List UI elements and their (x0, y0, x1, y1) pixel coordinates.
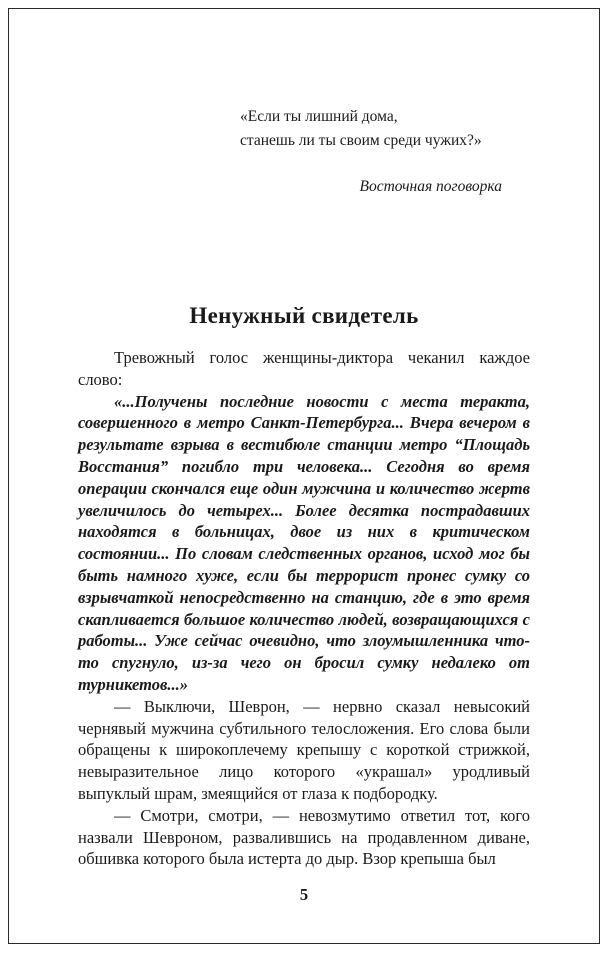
chapter-title: Ненужный свидетель (189, 303, 419, 328)
book-page-frame (8, 8, 600, 944)
paragraph-dialogue-1: — Выключи, Шеврон, — нервно сказал невысокий чернявый мужчина субтильного телосложения. Его слова были обращены к широкоплечему крепышу с короткой стрижкой, невыразительное лицо которого «украшал» уродливый выпуклый шрам, змеящийся от глаза к подбородку. (78, 696, 530, 803)
paragraph-dialogue-2: — Смотри, смотри, — невозмутимо ответил тот, кого назвали Шевроном, развалившись на продавленном диване, обшивка которого была истерта до дыр. Взор крепыша был (78, 805, 530, 869)
epigraph-attribution: Восточная поговорка (359, 178, 502, 195)
epigraph-line-1: «Если ты лишний дома, (240, 108, 398, 125)
paragraph-news-quote: «...Получены последние новости с места теракта, совершенного в метро Санкт-Петербурга... Вчера вечером в результате взрыва в вестибюле станции метро “Площадь Восстания” погибло три человека... Сегодня во время операции скончался еще один мужчина и количество жертв увеличилось до четырех... Более десятка пострадавших находятся в больницах, двое из них в критическом состоянии... По словам следственных органов, исход мог бы быть намного хуже, если бы террорист пронес сумку со взрывчаткой непосредственно на станцию, где в это время скапливается большое количество людей, возвращающихся с работы... Уже сейчас очевидно, что злоумышленника что-то спугнуло, из-за чего он бросил сумку недалеко от турникетов...» (78, 391, 530, 694)
page-number: 5 (299, 885, 309, 904)
epigraph (240, 105, 502, 199)
epigraph-line-2: станешь ли ты своим среди чужих?» (240, 132, 482, 149)
paragraph-intro: Тревожный голос женщины-диктора чеканил каждое слово: (78, 348, 530, 389)
body-text (78, 347, 530, 870)
page-content (78, 9, 530, 943)
